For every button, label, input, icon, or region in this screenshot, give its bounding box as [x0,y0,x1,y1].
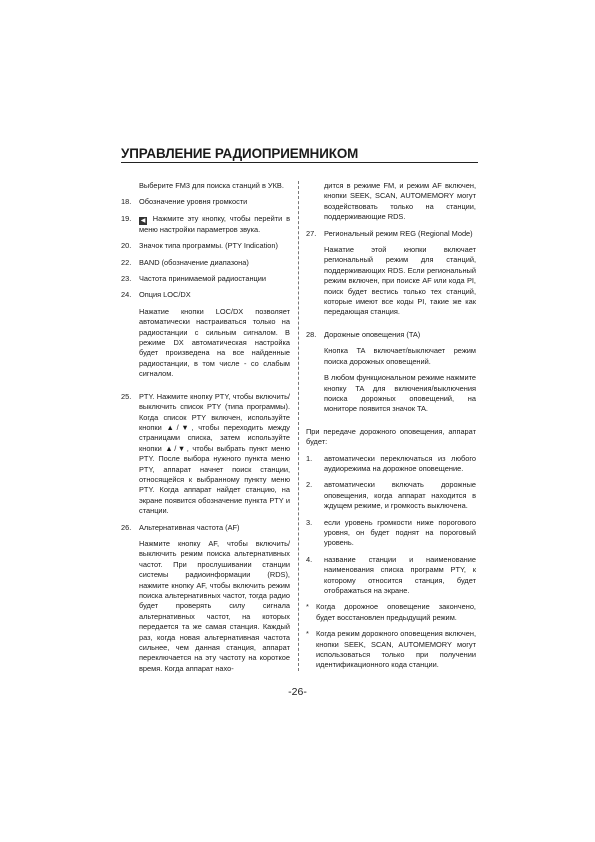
title-rule [121,162,478,163]
item-body [324,330,476,421]
column-divider [298,181,299,671]
note-text: Когда дорожное оповещение закончено, будет восстановлен предыдущий режим. [316,602,476,622]
right-column [306,181,476,677]
item-description: В любом функциональном режиме нажмите кнопку TA для включения/выключения поиска дорожных оповещений, на мониторе появится значок TA. [324,373,476,414]
item-25 [121,392,290,517]
item-text: Нажмите эту кнопку, чтобы перейти в меню настройки параметров звука. [139,213,290,234]
item-number: 20. [121,241,132,251]
item-20 [121,241,290,251]
item-text: Региональный режим REG (Regional Mode) [324,228,473,238]
item-description: Нажатие этой кнопки включает региональный режим для станций, поддерживающих RDS. Если региональный режим включен, при поиске AF или кода PI, поиск будет вестись только тех станций, которые имеют все коды PI, такие же как передающая станция. [324,245,476,317]
left-column [121,181,290,686]
item-18 [121,197,290,207]
item-text: автоматически включать дорожные оповещения, когда аппарат находится в ждущем режиме, и громкость выключена. [324,480,476,511]
item-text: BAND (обозначение диапазона) [139,257,249,267]
note-item [306,602,476,623]
note-mark: * [306,629,309,639]
item-body [139,523,290,681]
item-19 [121,214,290,235]
item-description: Нажатие кнопки LOC/DX позволяет автоматически настраиваться только на радиостанции с сильным сигналом. В режиме DX автоматическая настройка будет произведена на все найденные радиостанции, в том числе - со слабым сигналом. [139,306,290,379]
list-item [306,518,476,549]
item-text: Дорожные оповещения (TA) [324,329,421,339]
list-item [306,555,476,597]
item-number: 25. [121,391,132,401]
list-item [306,454,476,475]
lead-text: При передаче дорожного оповещения, аппарат будет: [306,426,476,447]
item-text: PTY. Нажмите кнопку PTY, чтобы включить/выключить список PTY (типа программы). Когда список PTY включен, используйте кнопки ▲/▼, чтобы переходить между страницами списка, затем используйте кнопки ▲/▼, чтобы выбрать пункт меню PTY. После выбора нужного пункта меню PTY, аппарат начнет поиск станции, относящейся к выбранному пункту меню PTY. Когда аппарат найдет станцию, на экране появится обозначение пункта PTY и станции. [139,391,290,516]
item-number: 28. [306,329,317,339]
item-number: 26. [121,522,132,532]
item-number: 3. [306,517,313,527]
continued-text: дится в режиме FM, и режим AF включен, кнопки SEEK, SCAN, AUTOMEMORY могут воздействовать только на станции, поддерживающие RDS. [324,181,476,222]
item-number: 24. [121,290,132,300]
item-number: 2. [306,480,313,490]
item-number: 18. [121,197,132,207]
item-text: Значок типа программы. (PTY Indication) [139,241,278,251]
list-item [306,480,476,511]
item-24 [121,290,290,385]
note-mark: * [306,602,309,612]
item-text: автоматически переключаться из любого аудиорежима на дорожное оповещение. [324,453,476,473]
item-text: Опция LOC/DX [139,290,191,300]
item-text: Частота принимаемой радиостанции [139,274,267,284]
item-27 [306,229,476,324]
item-number: 22. [121,257,132,267]
item-number: 4. [306,554,313,564]
item-text: название станции и наименование наименования списка программ PTY, к которому относится станция, будет отображаться на экране. [324,554,476,595]
page-number: -26- [288,686,307,698]
note-text: Когда режим дорожного оповещения включен, кнопки SEEK, SCAN, AUTOMEMORY могут использоваться только при получении идентификационного кода станции. [316,629,476,670]
item-28 [306,330,476,421]
item-text: Альтернативная частота (AF) [139,522,240,532]
item-number: 19. [121,213,132,223]
item-body [139,290,290,385]
item-body [139,214,290,235]
item-description: Нажмите кнопку AF, чтобы включить/выключить режим поиска альтернативных частот. При прослушивании станции системы радиоинформации (RDS), нажмите кнопку AF, чтобы включить режим поиска альтернативных частот, тогда радио будет проверять силу сигнала альтернативных частот, на которых передается та же самая станция. Каждый раз, когда новая альтернативная частота сильнее, чем данная станция, аппарат переключается на эту частоту на короткое время. Когда аппарат нахо- [139,538,290,673]
page-title: УПРАВЛЕНИЕ РАДИОПРИЕМНИКОМ [121,146,359,161]
item-number: 1. [306,453,313,463]
item-body [324,229,476,324]
item-text: Обозначение уровня громкости [139,197,248,207]
item-26 [121,523,290,681]
item-22 [121,258,290,268]
item-number: 23. [121,274,132,284]
item-description: Кнопка TA включает/выключает режим поиска дорожных оповещений. [324,346,476,366]
intro-text: Выберите FM3 для поиска станций в УКВ. [139,181,284,190]
item-number: 27. [306,228,317,238]
item-text: если уровень громкости ниже порогового уровня, он будет поднят на пороговый уровень. [324,517,476,548]
audio-settings-icon: ◀ [140,217,146,224]
note-item [306,629,476,671]
item-23 [121,274,290,284]
